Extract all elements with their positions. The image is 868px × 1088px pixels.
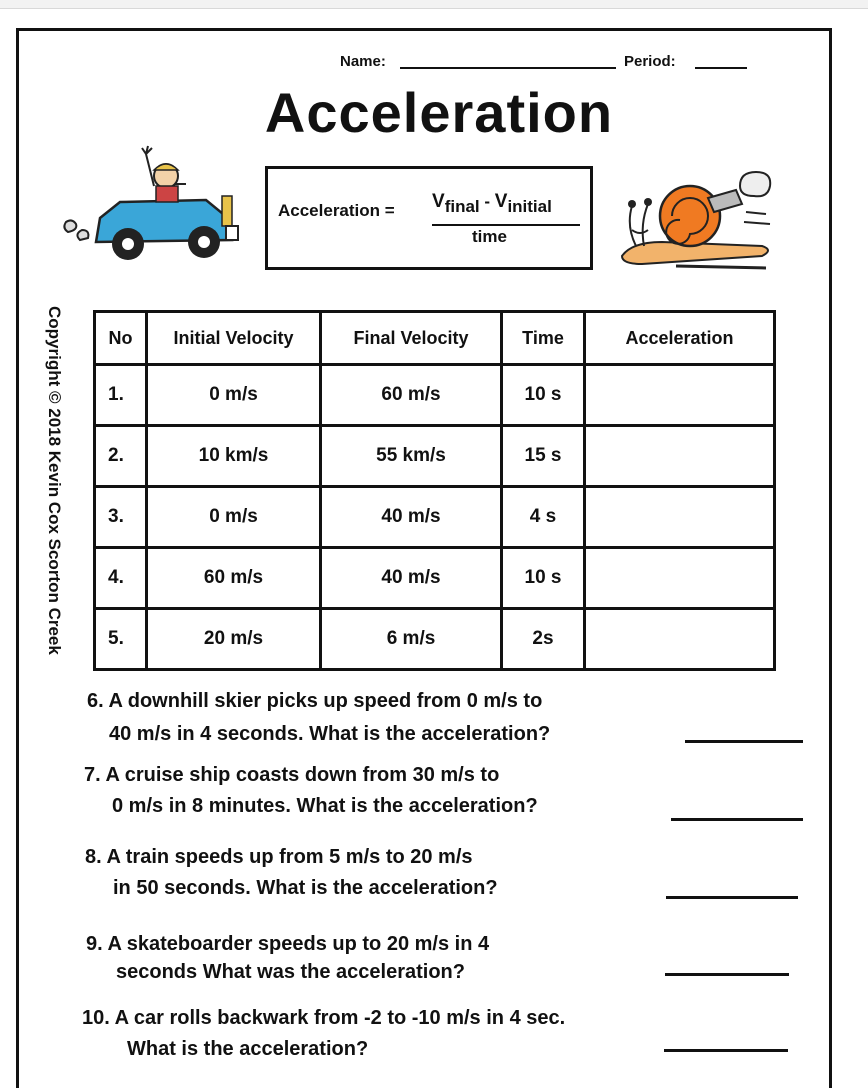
- row-number: 5.: [95, 609, 147, 670]
- question-8-answer-blank[interactable]: [666, 896, 798, 899]
- initial-velocity-cell: 0 m/s: [147, 365, 321, 426]
- question-10-answer-blank[interactable]: [664, 1049, 788, 1052]
- acceleration-answer-cell[interactable]: [585, 426, 775, 487]
- col-time: Time: [502, 312, 585, 365]
- time-cell: 10 s: [502, 548, 585, 609]
- fraction-bar: [432, 224, 580, 226]
- final-velocity-cell: 40 m/s: [321, 548, 502, 609]
- initial-velocity-cell: 20 m/s: [147, 609, 321, 670]
- question-8-line-1: 8. A train speeds up from 5 m/s to 20 m/s: [85, 846, 473, 868]
- time-cell: 4 s: [502, 487, 585, 548]
- final-velocity-cell: 55 km/s: [321, 426, 502, 487]
- question-10-line-1: 10. A car rolls backwark from -2 to -10 m/s in 4 sec.: [82, 1007, 566, 1029]
- row-number: 3.: [95, 487, 147, 548]
- time-cell: 2s: [502, 609, 585, 670]
- question-9-line-2: seconds What was the acceleration?: [116, 961, 465, 983]
- col-initial-velocity: Initial Velocity: [147, 312, 321, 365]
- question-6-answer-blank[interactable]: [685, 740, 803, 743]
- formula-label: Acceleration =: [278, 201, 395, 220]
- table-row: [95, 365, 775, 426]
- time-cell: 10 s: [502, 365, 585, 426]
- question-9-answer-blank[interactable]: [665, 973, 789, 976]
- final-velocity-cell: 6 m/s: [321, 609, 502, 670]
- question-6-line-2: 40 m/s in 4 seconds. What is the acceleration?: [109, 723, 551, 745]
- question-8-line-2: in 50 seconds. What is the acceleration?: [113, 877, 498, 899]
- table-header-row: [95, 312, 775, 365]
- table-row: [95, 609, 775, 670]
- time-cell: 15 s: [502, 426, 585, 487]
- acceleration-answer-cell[interactable]: [585, 548, 775, 609]
- browser-top-edge: [0, 0, 868, 9]
- name-label: Name:: [340, 53, 386, 70]
- table-row: [95, 487, 775, 548]
- period-label: Period:: [624, 53, 676, 70]
- col-final-velocity: Final Velocity: [321, 312, 502, 365]
- initial-velocity-cell: 60 m/s: [147, 548, 321, 609]
- question-7-line-2: 0 m/s in 8 minutes. What is the acceleration?: [112, 795, 538, 817]
- final-velocity-cell: 60 m/s: [321, 365, 502, 426]
- row-number: 1.: [95, 365, 147, 426]
- acceleration-answer-cell[interactable]: [585, 365, 775, 426]
- question-7-line-1: 7. A cruise ship coasts down from 30 m/s to: [84, 764, 500, 786]
- formula-box: [265, 166, 593, 270]
- formula-denominator: time: [472, 227, 507, 246]
- final-velocity-cell: 40 m/s: [321, 487, 502, 548]
- initial-velocity-cell: 10 km/s: [147, 426, 321, 487]
- question-10-line-2: What is the acceleration?: [127, 1038, 369, 1060]
- copyright-notice: Copyright © 2018 Kevin Cox Scorton Creek: [45, 306, 64, 655]
- col-acceleration: Acceleration: [585, 312, 775, 365]
- question-9-line-1: 9. A skateboarder speeds up to 20 m/s in 4: [86, 933, 490, 955]
- acceleration-answer-cell[interactable]: [585, 609, 775, 670]
- snail-illustration: [616, 160, 782, 276]
- table-row: [95, 426, 775, 487]
- question-7-answer-blank[interactable]: [671, 818, 803, 821]
- table-row: [95, 548, 775, 609]
- car-illustration: [56, 140, 242, 268]
- col-no: No: [95, 312, 147, 365]
- row-number: 4.: [95, 548, 147, 609]
- row-number: 2.: [95, 426, 147, 487]
- worksheet-title: Acceleration: [264, 81, 614, 144]
- velocity-table: [93, 310, 776, 671]
- question-6-line-1: 6. A downhill skier picks up speed from 0 m/s to: [87, 690, 543, 712]
- formula-numerator: $V_{final} - V_{initial}$: [432, 191, 552, 216]
- period-blank: [695, 67, 747, 69]
- initial-velocity-cell: 0 m/s: [147, 487, 321, 548]
- name-blank: [400, 67, 616, 69]
- acceleration-answer-cell[interactable]: [585, 487, 775, 548]
